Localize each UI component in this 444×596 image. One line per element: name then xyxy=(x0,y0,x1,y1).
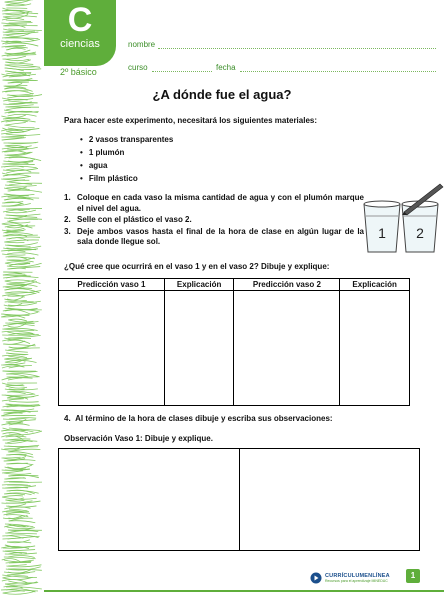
step-number: 4. xyxy=(64,414,71,423)
step-4 xyxy=(64,414,333,424)
logo-play-icon xyxy=(310,572,322,584)
logo-brand: CURRÍCULUMENLÍNEA xyxy=(325,573,390,579)
subject-badge xyxy=(44,0,116,66)
table-header: Explicación xyxy=(340,279,410,291)
grade-label: 2º básico xyxy=(60,67,97,77)
observation-explanation-area[interactable] xyxy=(239,449,420,550)
table-header: Predicción vaso 1 xyxy=(59,279,165,291)
date-field[interactable] xyxy=(240,71,436,72)
prediction-cell[interactable] xyxy=(234,291,340,406)
explanation-cell[interactable] xyxy=(340,291,410,406)
badge-letter: C xyxy=(67,1,93,39)
step-item xyxy=(64,215,364,226)
intro-text: Para hacer este experimento, necesitará los siguientes materiales: xyxy=(64,116,318,125)
table-header: Predicción vaso 2 xyxy=(234,279,340,291)
glass-1 xyxy=(364,201,400,252)
observation-label: Observación Vaso 1: Dibuje y explique. xyxy=(64,434,213,443)
course-label: curso xyxy=(128,63,148,72)
glass-2-label: 2 xyxy=(416,225,424,241)
step-text: Al término de la hora de clases dibuje y escriba sus observaciones: xyxy=(75,414,333,423)
table-header: Explicación xyxy=(164,279,234,291)
subject-label: ciencias xyxy=(60,38,100,50)
glass-1-label: 1 xyxy=(378,225,386,241)
step-text: Deje ambos vasos hasta el final de la hora de clase en algún lugar de la sala donde llegue sol. xyxy=(77,226,364,246)
material-item: • agua xyxy=(80,159,173,172)
page-title: ¿A dónde fue el agua? xyxy=(152,87,292,102)
step-item xyxy=(64,193,364,214)
page-number: 1 xyxy=(406,569,420,583)
explanation-cell[interactable] xyxy=(164,291,234,406)
step-number: 3. xyxy=(64,226,71,236)
observation-drawing-area[interactable] xyxy=(59,449,239,550)
question-text: ¿Qué cree que ocurrirá en el vaso 1 y en el vaso 2? Dibuje y explique: xyxy=(64,262,330,271)
material-item: • 2 vasos transparentes xyxy=(80,133,173,146)
material-item: • Film plástico xyxy=(80,172,173,185)
observation-box xyxy=(58,448,420,551)
date-label: fecha xyxy=(216,63,236,72)
logo-tagline: Recursos para el aprendizaje MINEDUC xyxy=(325,579,388,583)
steps-list xyxy=(64,193,364,249)
step-number: 2. xyxy=(64,215,71,224)
step-text: Selle con el plástico el vaso 2. xyxy=(77,215,192,224)
prediction-table xyxy=(58,278,410,406)
name-field[interactable] xyxy=(158,48,436,49)
step-text: Coloque en cada vaso la misma cantidad de agua y con el plumón marque el nivel del agua. xyxy=(77,193,364,213)
course-field[interactable] xyxy=(152,71,212,72)
materials-list xyxy=(80,133,173,185)
material-item: • 1 plumón xyxy=(80,146,173,159)
step-number: 1. xyxy=(64,193,71,202)
name-label: nombre xyxy=(128,40,156,49)
footer-logo xyxy=(310,572,390,584)
prediction-cell[interactable] xyxy=(59,291,165,406)
glass-2 xyxy=(402,201,438,252)
step-item xyxy=(64,227,364,248)
glasses-illustration xyxy=(358,182,444,256)
footer-rule xyxy=(44,590,444,592)
